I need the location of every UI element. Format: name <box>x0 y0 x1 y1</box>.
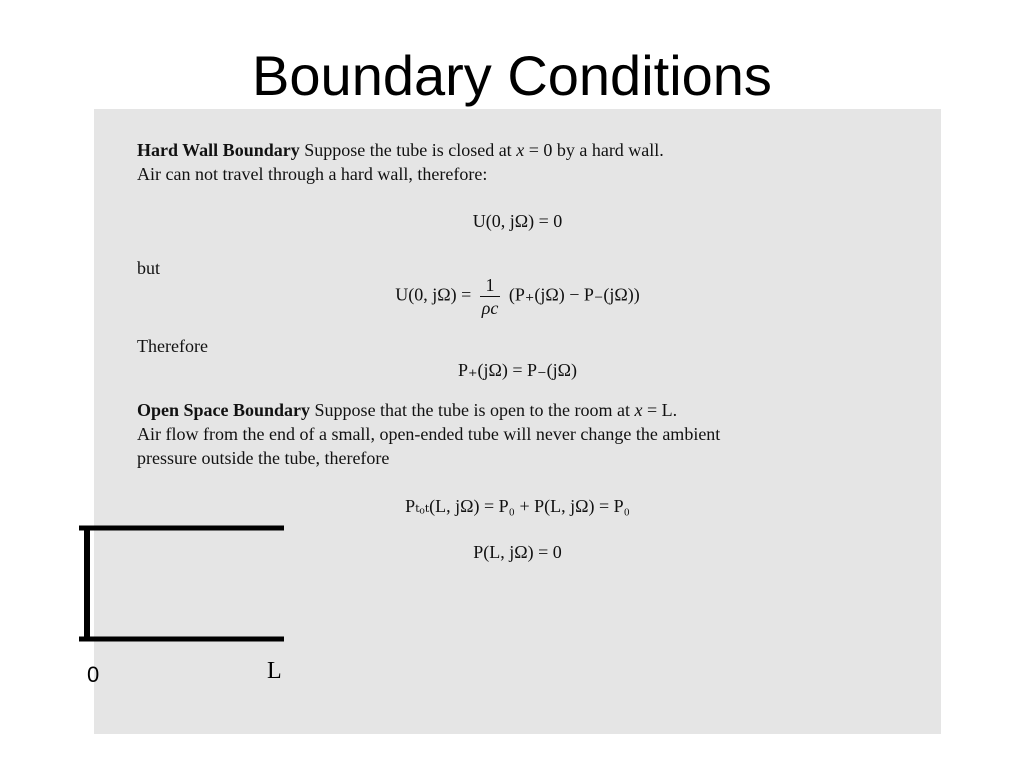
hard-wall-x-var: x <box>516 140 525 160</box>
but-label: but <box>137 258 161 278</box>
equation-p-plus-equals-p-minus: P₊(jΩ) = P₋(jΩ) <box>458 360 577 380</box>
equation-p-total: Pₜₒₜ(L, jΩ) = P₀ + P(L, jΩ) = P₀ <box>405 496 630 516</box>
equation-u-lhs: U(0, jΩ) = <box>395 284 472 305</box>
open-space-x-var: x <box>634 400 643 420</box>
therefore-label: Therefore <box>137 336 208 356</box>
diagram-label-L: L <box>267 658 282 684</box>
hard-wall-text-1: Suppose the tube is closed at <box>299 140 517 160</box>
open-space-text-2: Air flow from the end of a small, open-ended tube will never change the ambient <box>137 424 721 444</box>
open-space-text-1: Suppose that the tube is open to the room at <box>310 400 635 420</box>
hard-wall-eq-zero: = 0 by a hard wall. <box>524 140 664 160</box>
equation-p-L-zero: P(L, jΩ) = 0 <box>473 542 562 562</box>
equation-u-rhs: (P₊(jΩ) − P₋(jΩ)) <box>508 284 640 305</box>
slide-title: Boundary Conditions <box>252 44 772 107</box>
diagram-label-zero: 0 <box>87 662 100 687</box>
equation-u-zero: U(0, jΩ) = 0 <box>472 211 563 231</box>
open-space-eq-L: = L. <box>642 400 678 420</box>
hard-wall-heading: Hard Wall Boundary <box>137 140 300 160</box>
fraction-denominator: ρc <box>481 298 499 318</box>
open-space-heading: Open Space Boundary <box>137 400 311 420</box>
open-space-text-3: pressure outside the tube, therefore <box>137 448 390 468</box>
fraction-numerator: 1 <box>485 275 495 295</box>
hard-wall-text-2: Air can not travel through a hard wall, therefore: <box>137 164 488 184</box>
